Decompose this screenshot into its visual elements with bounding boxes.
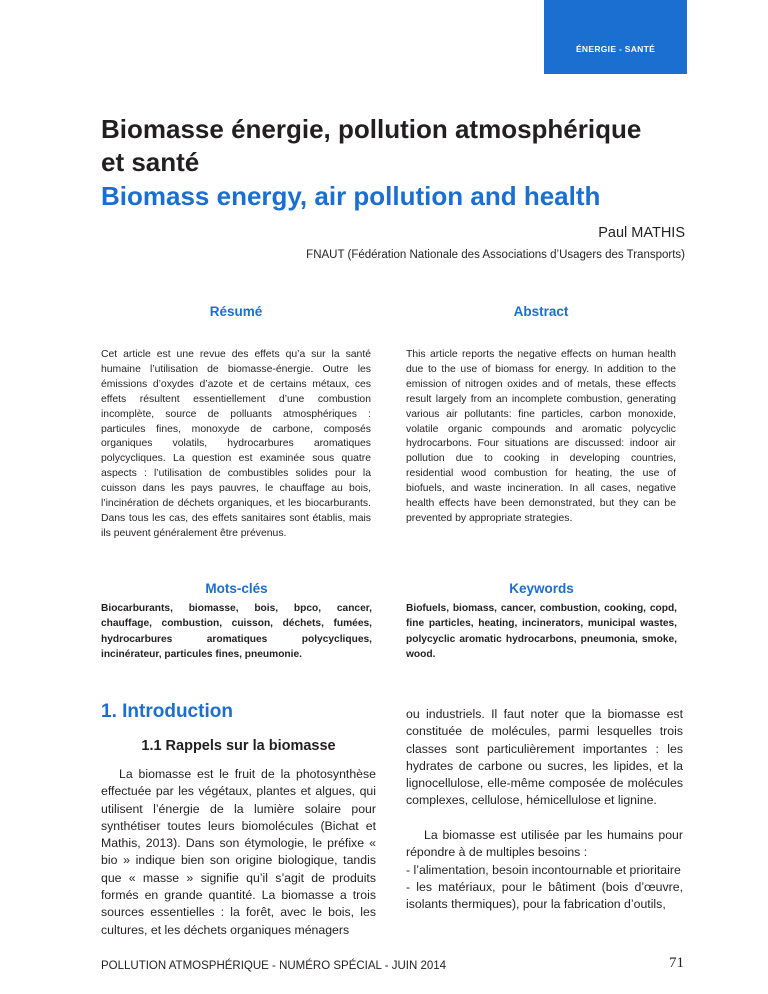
section-label: ÉNERGIE - SANTÉ (575, 44, 656, 54)
intro-right-column (406, 706, 683, 914)
author-affiliation: FNAUT (Fédération Nationale des Associations d’Usagers des Transports) (306, 249, 685, 261)
section-tab (544, 0, 687, 74)
biomass-subheading: 1.1 Rappels sur la biomasse (141, 738, 336, 754)
title-fr-line2: et santé (101, 147, 200, 177)
page-number: 71 (669, 955, 684, 971)
introduction-heading: 1. Introduction (101, 701, 233, 722)
mots-cles-text: Biocarburants, biomasse, bois, bpco, cancer, chauffage, combustion, cuisson, déchets, fumées, hydrocarbures aromatiques polycycliques, incinérateur, particules fines, pneumonie. (101, 603, 372, 661)
keywords-text: Biofuels, biomass, cancer, combustion, cooking, copd, fine particles, heating, incinerators, municipal wastes, polycyclic aromatic hydrocarbons, pneumonia, smoke, wood. (406, 603, 677, 661)
intro-paragraph-2: La biomasse est utilisée par les humains pour répondre à de multiples besoins : (406, 828, 683, 860)
abstract-text: This article reports the negative effects on human health due to the use of biomass for energy. In addition to the emission of nitrogen oxides and of metals, these effects result largely from an incomplete combustion, generating various air pollutants: fine particles, carbon monoxide, volatile organic compounds and aromatic polycyclic hydrocarbons. Four situations are discussed: indoor air pollution due to cooking in developing countries, residential wood combustion for heating, the use of biofuels, and waste incineration. In all cases, negative health effects have been demonstrated, but they can be prevented by appropriate strategies. (406, 349, 676, 524)
resume-heading: Résumé (209, 304, 263, 319)
intro-paragraph-1-cont: ou industriels. Il faut noter que la biomasse est constituée de molécules, parmi lesquelles trois classes sont particulièrement importantes : les hydrates de carbone ou sucres, les lipides, et la lignocellulose, elle-même composée de molécules complexes, cellulose, hémicellulose et lignine. (406, 707, 683, 808)
mots-cles-heading: Mots-clés (205, 581, 268, 596)
abstract-heading: Abstract (513, 304, 569, 319)
intro-paragraph-1: La biomasse est le fruit de la photosynthèse effectuée par les végétaux, plantes et algues, qui utilisent l’énergie de la lumière solaire pour synthétiser toutes leurs biomolécules (Bichat et Mathis, 2013). Dans son étymologie, le préfixe « bio » indique bien son origine biologique, tandis que « masse » signifie qu’il s’agit de produits formés en grande quantité. La biomasse a trois sources essentielles : la forêt, avec le bois, les cultures, et les déchets organiques ménagers (101, 767, 376, 937)
author-name: Paul MATHIS (598, 225, 685, 241)
title-fr-line1: Biomasse énergie, pollution atmosphérique (101, 114, 642, 144)
article-title-en: Biomass energy, air pollution and health (101, 181, 601, 211)
intro-bullet-2: - les matériaux, pour le bâtiment (bois d’œuvre, isolants thermiques), pour la fabrication d’outils, (406, 879, 683, 912)
article-title-fr (101, 113, 701, 179)
keywords-heading: Keywords (509, 581, 574, 596)
intro-bullet-1: - l’alimentation, besoin incontournable et prioritaire (406, 862, 681, 877)
journal-footer: POLLUTION ATMOSPHÉRIQUE - NUMÉRO SPÉCIAL - JUIN 2014 (101, 960, 447, 972)
resume-text: Cet article est une revue des effets qu’a sur la santé humaine l’utilisation de biomasse-énergie. Outre les émissions d’oxydes d’azote et de certains métaux, ces effets résultent essentiellement d’une combustion incomplète, source de polluants atmosphériques : particules fines, monoxyde de carbone, composés organiques volatils, hydrocarbures aromatiques polycycliques. La question est examinée sous quatre aspects : l’utilisation de combustibles solides pour la cuisson dans les pays pauvres, le chauffage au bois, l’incinération de déchets organiques, et les biocarburants. Dans tous les cas, des effets sanitaires sont établis, mais ils peuvent généralement être prévenus. (101, 349, 371, 539)
